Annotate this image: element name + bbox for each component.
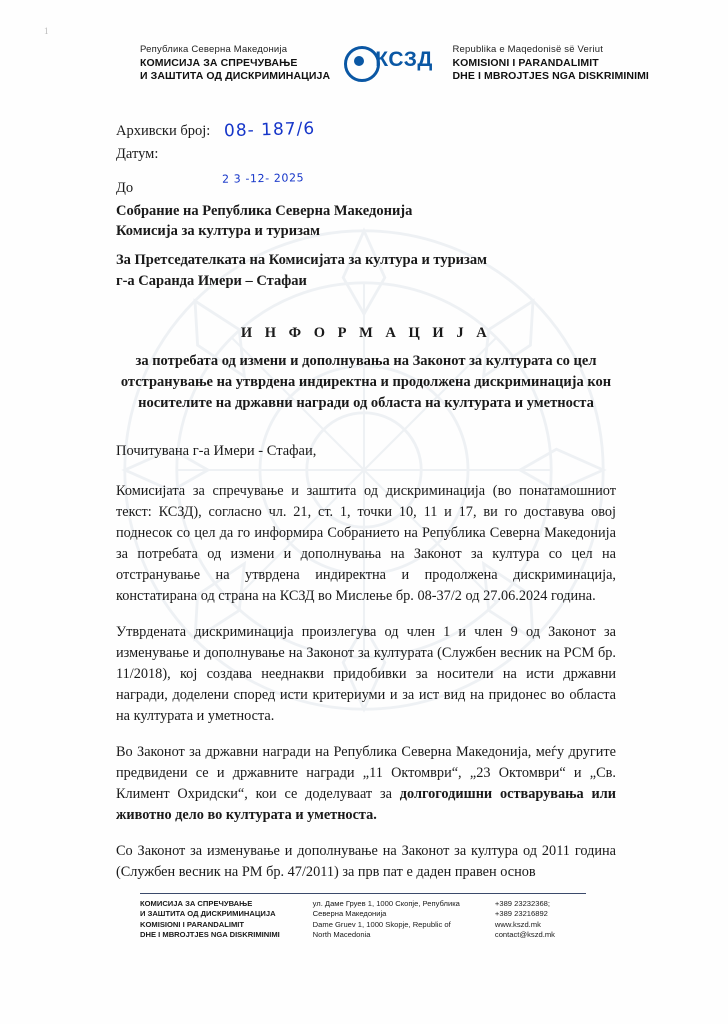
body-paragraph: Со Законот за изменување и дополнување на Законот за култура од 2011 година (Службен весник на РМ бр. 47/2011) за прв пат е даден правен основ — [116, 843, 616, 881]
footer-divider — [140, 893, 586, 894]
letterhead-sq — [452, 44, 660, 82]
addressee-line-2: Комисија за култура и туризам — [116, 223, 321, 240]
footer-org-line: KOMISIONI I PARANDALIMIT — [140, 919, 245, 929]
archive-number-label: Архивски број: — [116, 123, 211, 139]
footer-contact-line: contact@kszd.mk — [494, 929, 555, 939]
letterhead — [140, 44, 660, 82]
footer — [140, 899, 610, 940]
addressee-line-1: Собрание на Република Северна Македонија — [116, 202, 413, 219]
archive-number-row — [116, 118, 315, 144]
document-title — [116, 325, 616, 414]
footer-contact-line: +389 23216892 — [494, 909, 548, 919]
footer-contact — [495, 899, 610, 940]
corner-mark: 1 — [44, 26, 49, 36]
footer-address-line: ул. Даме Груев 1, 1000 Скопје, Република — [312, 899, 460, 908]
document-title-heading: И Н Ф О Р М А Ц И Ј А — [240, 325, 492, 341]
document-title-subtitle: за потребата од измени и дополнувања на Законот за културата со цел отстранување на утврдена индиректна и продолжена дискриминација кон носителите на државни награди од областа на културата и уметноста — [120, 353, 612, 412]
footer-address-line: Dame Gruev 1, 1000 Skopje, Republic of — [312, 919, 451, 929]
document-body — [116, 481, 616, 898]
date-stamp: 2 3 -12- 2025 — [221, 171, 305, 186]
footer-org-line: DHE I MBROJTJES NGA DISKRIMINIMI — [140, 929, 280, 939]
letterhead-mk — [140, 44, 338, 82]
attention-block — [116, 250, 487, 292]
date-row — [116, 144, 315, 166]
body-paragraph: Утврдената дискриминација произлегува од член 1 и член 9 од Законот за изменување и дополнување на Законот за културата (Службен весник на РСМ бр. 11/2018), кој создава нееднакви придобивки за носители на исти државни награди, доделени според исти критериуми и за ист вид на придонес во областа на културата и уметноста. — [116, 624, 616, 725]
logo-text: КСЗД — [375, 48, 433, 71]
document-meta — [116, 118, 315, 165]
footer-org-line: КОМИСИЈА ЗА СПРЕЧУВАЊЕ — [140, 899, 253, 908]
footer-contact-line: www.kszd.mk — [494, 919, 541, 929]
letterhead-mk-line2: КОМИСИЈА ЗА СПРЕЧУВАЊЕ — [140, 57, 298, 70]
footer-contact-line: +389 23232368; — [494, 899, 551, 908]
body-paragraph: Во Законот за државни награди на Република Северна Македонија, меѓу другите предвидени се и државните награди „11 Октомври“, „23 Октомври“ и „Св. Климент Охридски“, кои се доделуваат за долгогодишни остварувања или животно дело во културата и уметноста. — [116, 744, 616, 824]
letterhead-sq-country: Republika e Maqedonisë së Veriut — [452, 44, 604, 55]
letterhead-mk-country: Република Северна Македонија — [140, 44, 288, 55]
footer-org — [140, 899, 313, 940]
date-label: Датум: — [116, 145, 159, 162]
attention-line-1: За Претседателката на Комисијата за култура и туризам — [116, 252, 487, 268]
body-paragraph: Комисијата за спречување и заштита од дискриминација (во понатамошниот текст: КСЗД), согласно чл. 21, ст. 1, точки 10, 11 и 17, ви го доставува овој поднесок со цел да го информира Собранието на Република Северна Македонија за потребата од измени и дополнувања на Законот за култура со цел на отстранување на утврдена индиректна и продолжена дискриминација, констатирана од страна на КСЗД во Мислење бр. 08-37/2 од 27.06.2024 година. — [116, 483, 616, 605]
letterhead-sq-line3: DHE I MBROJTJES NGA DISKRIMINIMI — [452, 69, 649, 82]
addressee-block — [116, 178, 412, 242]
salutation: Почитувана г-а Имери - Стафаи, — [116, 443, 317, 459]
footer-org-line: И ЗАШТИТА ОД ДИСКРИМИНАЦИЈА — [140, 909, 276, 919]
addressee-to-label: До — [116, 180, 134, 196]
attention-line-2: г-а Саранда Имери – Стафаи — [116, 273, 307, 290]
footer-address-line: Северна Македонија — [312, 909, 387, 919]
letterhead-sq-line2: KOMISIONI I PARANDALIMIT — [452, 57, 599, 70]
footer-address — [313, 899, 495, 940]
logo-ring-icon — [344, 46, 380, 82]
footer-address-line: North Macedonia — [312, 929, 371, 939]
letterhead-mk-line3: И ЗАШТИТА ОД ДИСКРИМИНАЦИЈА — [140, 69, 331, 82]
kszd-logo — [344, 48, 447, 72]
archive-number-value: 08- 187/6 — [223, 118, 316, 142]
